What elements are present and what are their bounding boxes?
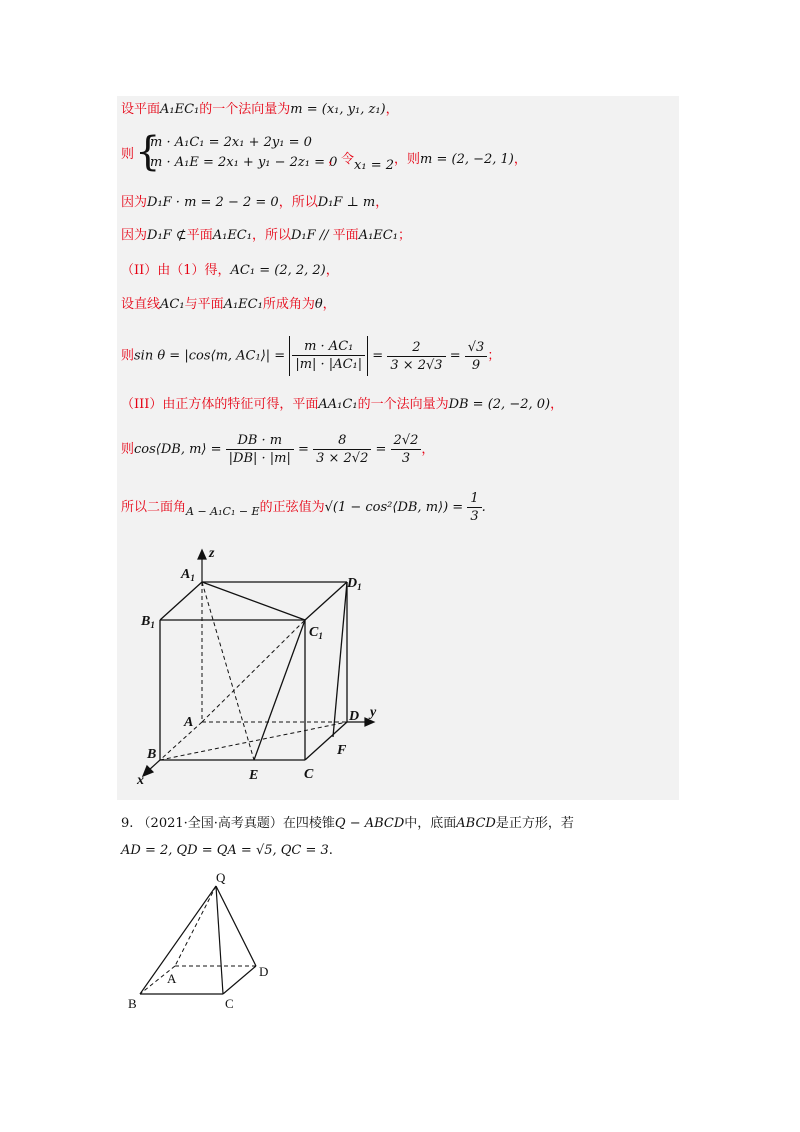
- plane-name: AA₁C₁: [318, 397, 358, 412]
- solution-sin-line: 则sin θ = |cos⟨m, AC₁⟩| = $\frac{\text{m · AC₁}}{\text{|m| · |AC₁|}}$ = $\frac{2}{3 \times 2√3}$ = $\frac{√3}{9}$ ；: [121, 336, 500, 377]
- text: 的一个法向量为: [199, 102, 291, 117]
- formula: D₁F //: [290, 228, 333, 243]
- punct: .: [481, 500, 486, 515]
- segment-a1-e-hidden: [202, 582, 254, 760]
- label-a: A: [167, 971, 177, 986]
- question-source: （2021·全国·高考真题）在四棱锥: [137, 816, 335, 831]
- label-c: C: [225, 996, 234, 1011]
- label-b: B: [128, 996, 137, 1011]
- denominator: |DB| · |m|: [228, 451, 291, 466]
- text: 设直线: [121, 297, 161, 312]
- numerator: m · AC₁: [292, 338, 365, 356]
- text: ，所以: [278, 195, 318, 210]
- fraction: [467, 490, 481, 525]
- numerator: 2√2: [391, 432, 422, 450]
- formula: D₁F ⊥ m: [317, 195, 376, 210]
- formula: A − A₁C₁ − E: [186, 505, 260, 518]
- denominator: 3: [401, 451, 411, 466]
- punct: ，: [325, 263, 339, 278]
- text: 则: [121, 147, 135, 162]
- equation-system: [150, 133, 337, 173]
- segment-c1-e: [254, 620, 305, 760]
- segment-a1-c1: [202, 582, 305, 620]
- edge-q-b: [140, 886, 216, 994]
- cube-figure: [117, 540, 417, 800]
- text: （II）由（1）得，: [121, 263, 231, 278]
- segment-d1-f: [333, 582, 347, 737]
- abs-bars: [289, 336, 368, 376]
- formula: AC₁: [160, 297, 185, 312]
- label-e: E: [249, 768, 259, 783]
- text: 的正弦值为: [259, 500, 325, 515]
- solution-part-2: [121, 261, 339, 281]
- text: ，令: [328, 152, 355, 167]
- label-b1: $B_1$: [141, 614, 155, 630]
- label-z: z: [209, 546, 215, 561]
- fraction: [387, 339, 445, 374]
- fraction: [292, 338, 365, 373]
- punct: ，: [385, 102, 399, 117]
- z-arrow-icon: [198, 550, 206, 559]
- question-number: 9.: [121, 816, 134, 831]
- solution-cos-line: 则cos⟨DB, m⟩ = $\frac{DB \cdot m}{|DB| \cdot |m|}$ = $\frac{8}{3 \times 2√2}$ = $\frac{2√2}{3}$ ，: [121, 433, 435, 466]
- formula: Q − ABCD: [334, 816, 405, 831]
- numerator: √3: [465, 339, 488, 357]
- punct: ，: [513, 152, 527, 167]
- formula: cos⟨DB, m⟩ =: [134, 442, 222, 457]
- text: 中，底面: [404, 816, 457, 831]
- equation-1: m · A₁C₁ = 2x₁ + 2y₁ = 0: [150, 135, 312, 150]
- equation-2: m · A₁E = 2x₁ + y₁ − 2z₁ = 0: [150, 155, 338, 170]
- solution-final-line: [121, 488, 486, 532]
- text: 所以二面角: [121, 500, 187, 515]
- denominator: |m| · |AC₁|: [295, 357, 363, 372]
- segment-a-c1-hidden: [202, 620, 305, 722]
- label-d: D: [259, 964, 269, 979]
- label-q: Q: [216, 870, 226, 885]
- text: 的一个法向量为: [357, 397, 449, 412]
- formula: ABCD: [456, 816, 496, 831]
- text: ，所以: [251, 228, 291, 243]
- text: 因为: [121, 195, 148, 210]
- denominator: 9: [471, 357, 481, 373]
- formula: AC₁ = (2, 2, 2): [230, 263, 326, 278]
- formula: D₁F ⊄: [147, 228, 187, 243]
- punct: .: [328, 843, 333, 858]
- edge-a-b-hidden: [160, 722, 202, 760]
- edge-q-c: [216, 886, 223, 994]
- numerator: DB · m: [226, 432, 294, 450]
- edge-c-d: [223, 966, 256, 994]
- fraction: [391, 432, 422, 467]
- label-c1: $C_1$: [309, 625, 323, 641]
- formula: AD = 2, QD = QA = √5, QC = 3: [121, 843, 329, 858]
- denominator: 3: [470, 509, 479, 524]
- text: 平面: [332, 228, 359, 243]
- formula: D₁F · m = 2 − 2 = 0: [147, 195, 279, 210]
- solution-line-1: [121, 100, 399, 120]
- text: 是正方形，若: [495, 816, 574, 831]
- solution-line-3: [121, 193, 388, 213]
- fraction: [226, 432, 294, 467]
- pyramid-figure: [120, 866, 290, 1016]
- solution-line-4: [121, 226, 411, 246]
- punct: ；: [487, 348, 501, 364]
- brace-icon: {: [135, 129, 161, 175]
- text: 所成角为: [262, 297, 315, 312]
- punct: ；: [397, 228, 411, 243]
- plane-name: A₁EC₁: [358, 228, 398, 243]
- label-f: F: [337, 743, 347, 758]
- edge-c1-d1: [305, 582, 347, 620]
- label-b: B: [147, 747, 157, 762]
- text: 平面: [186, 228, 213, 243]
- formula: m = (2, −2, 1): [420, 152, 514, 167]
- text: （III）由正方体的特征可得，平面: [121, 397, 319, 412]
- punct: ，: [550, 397, 564, 412]
- punct: ，: [322, 297, 336, 312]
- text: 设平面: [121, 102, 161, 117]
- numerator: 8: [313, 432, 371, 450]
- solution-line-2-tail: [328, 150, 527, 176]
- formula: m = (x₁, y₁, z₁): [290, 102, 386, 117]
- denominator: 3 × 2√3: [390, 357, 443, 373]
- fraction: [465, 339, 488, 374]
- plane-name: A₁EC₁: [160, 102, 200, 117]
- text: 则: [121, 442, 135, 457]
- numerator: 2: [387, 339, 445, 357]
- label-x: x: [137, 773, 144, 788]
- formula: √(1 − cos²⟨DB, m⟩) =: [324, 500, 464, 515]
- text: 则: [121, 348, 135, 364]
- solution-part-3: [121, 395, 563, 415]
- edge-q-a-hidden: [175, 886, 216, 966]
- text: 与平面: [184, 297, 224, 312]
- formula: x₁ = 2: [354, 158, 394, 173]
- formula: DB = (2, −2, 0): [448, 397, 551, 412]
- denominator: 3 × 2√2: [316, 451, 369, 466]
- edge-a1-b1: [160, 582, 202, 620]
- solution-line-6: [121, 295, 336, 315]
- label-c: C: [304, 767, 314, 782]
- edge-q-d: [216, 886, 256, 966]
- punct: ，: [375, 195, 389, 210]
- plane-name: A₁EC₁: [223, 297, 263, 312]
- fraction: [313, 432, 371, 467]
- solution-line-2-prefix: [121, 145, 134, 165]
- formula: sin θ = |cos⟨m, AC₁⟩| =: [134, 348, 286, 364]
- label-d: D: [349, 709, 360, 724]
- punct: ，: [421, 442, 435, 457]
- plane-name: A₁EC₁: [212, 228, 252, 243]
- text: ，则: [394, 152, 421, 167]
- label-d1: $D_1$: [347, 576, 362, 592]
- label-a: A: [184, 715, 194, 730]
- numerator: 1: [467, 490, 481, 508]
- text: 因为: [121, 228, 148, 243]
- formula: θ: [314, 297, 323, 312]
- label-a1: $A_1$: [181, 567, 195, 583]
- label-y: y: [370, 705, 377, 720]
- question-9-line-1: [121, 812, 574, 831]
- question-9-line-2: [121, 843, 333, 858]
